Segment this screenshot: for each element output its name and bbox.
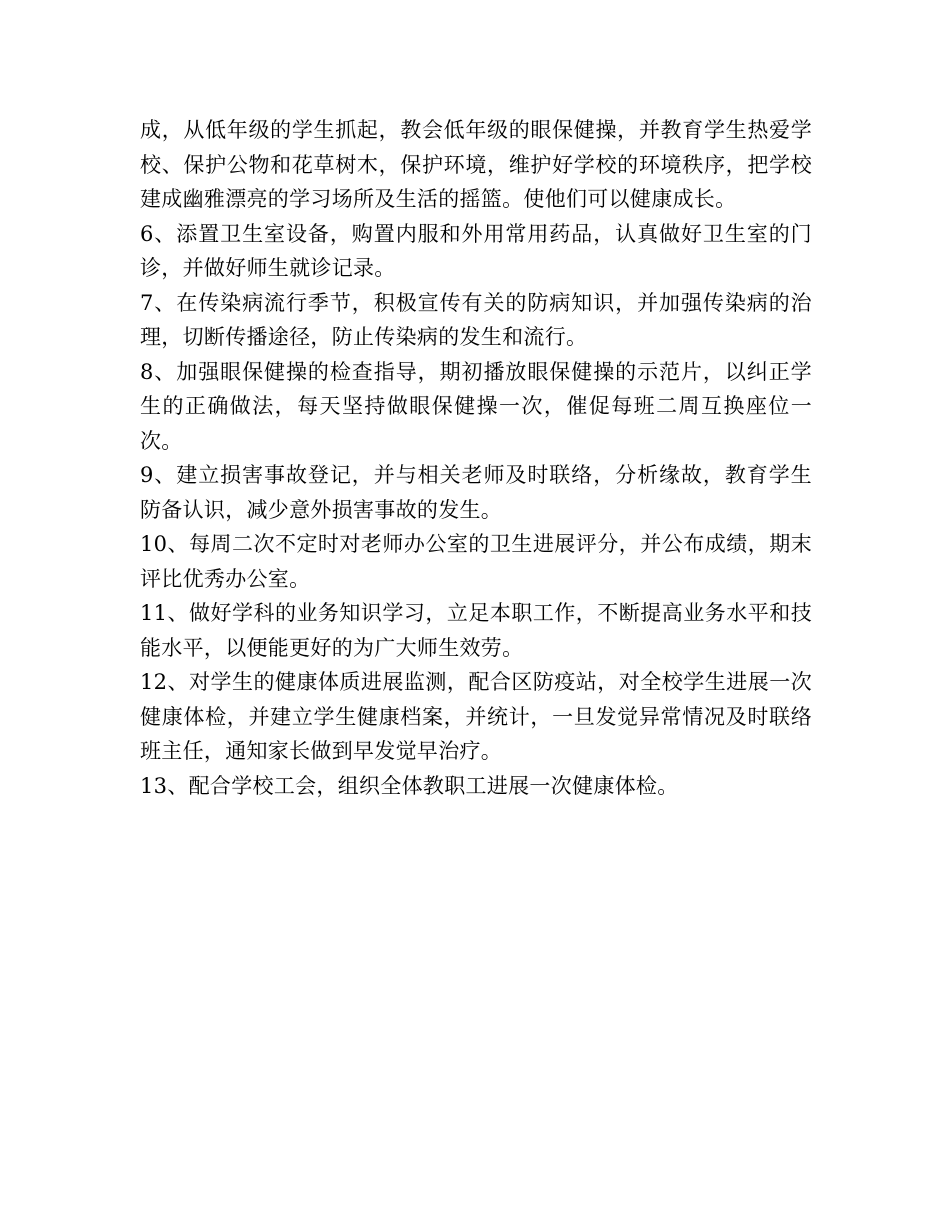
paragraph-item-12: 12、对学生的健康体质进展监测，配合区防疫站，对全校学生进展一次健康体检，并建立学生健康档案，并统计，一旦发觉异常情况及时联络班主任，通知家长做到早发觉早治疗。 [140,670,812,763]
paragraph-item-8: 8、加强眼保健操的检查指导，期初播放眼保健操的示范片，以纠正学生的正确做法，每天坚持做眼保健操一次，催促每班二周互换座位一次。 [140,359,812,453]
paragraph-item-13: 13、配合学校工会，组织全体教职工进展一次健康体检。 [140,773,679,798]
paragraph-item-9: 9、建立损害事故登记，并与相关老师及时联络，分析缘故，教育学生防备认识，减少意外损害事故的发生。 [140,463,812,522]
paragraph-item-7: 7、在传染病流行季节，积极宣传有关的防病知识，并加强传染病的治理，切断传播途径，防止传染病的发生和流行。 [140,290,812,349]
document-body [140,113,812,803]
paragraph-continuation: 成，从低年级的学生抓起，教会低年级的眼保健操，并教育学生热爱学校、保护公物和花草树木，保护环境，维护好学校的环境秩序，把学校建成幽雅漂亮的学习场所及生活的摇篮。使他们可以健康成长。 [140,118,812,211]
paragraph-item-6: 6、添置卫生室设备，购置内服和外用常用药品，认真做好卫生室的门诊，并做好师生就诊记录。 [140,221,812,280]
paragraph-item-11: 11、做好学科的业务知识学习，立足本职工作，不断提高业务水平和技能水平，以便能更好的为广大师生效劳。 [140,601,812,660]
paragraph-item-10: 10、每周二次不定时对老师办公室的卫生进展评分，并公布成绩，期末评比优秀办公室。 [140,532,812,591]
